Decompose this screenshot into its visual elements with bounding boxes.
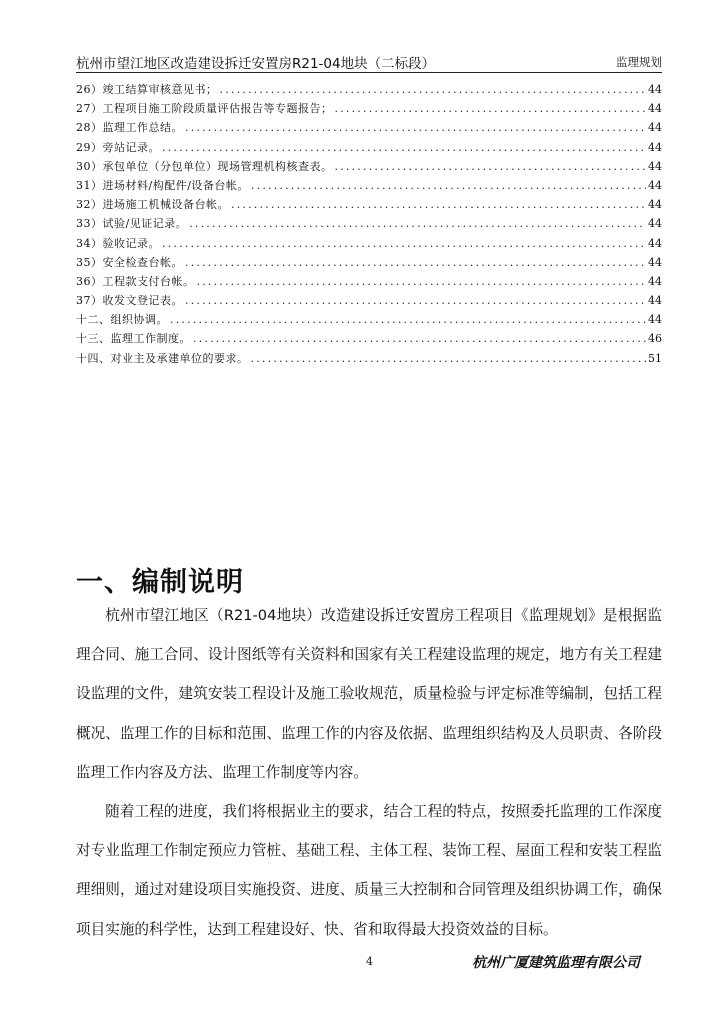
toc-entry-page: 44 — [648, 121, 662, 135]
toc-entry[interactable] — [76, 310, 662, 329]
toc-entry-page: 44 — [648, 294, 662, 308]
toc-leader-dots — [162, 234, 646, 253]
body-paragraph: 杭州市望江地区（R21-04地块）改造建设拆迁安置房工程项目《监理规划》是根据监理合同、施工合同、设计图纸等有关资料和国家有关工程建设监理的规定，地方有关工程建设监理的文件，建筑安装工程设计及施工验收规范，质量检验与评定标准等编制，包括工程概况、监理工作的目标和范围、监理工作的内容及依据、监理组织结构及人员职责、各阶段监理工作内容及方法、监理工作制度等内容。 — [76, 607, 662, 781]
toc-entry-label: 十四、对业主及承建单位的要求。 — [76, 351, 249, 365]
toc-leader-dots — [251, 176, 646, 195]
toc-entry-page: 51 — [648, 351, 662, 365]
body-paragraph: 随着工程的进度，我们将根据业主的要求，结合工程的特点，按照委托监理的工作深度对专业监理工作制定预应力管桩、基础工程、主体工程、装饰工程、屋面工程和安装工程监理细则，通过对建设项目实施投资、进度、质量三大控制和合同管理及组织协调工作，确保项目实施的科学性，达到工程建设好、快、省和取得最大投资效益的目标。 — [76, 803, 662, 938]
toc-leader-dots — [185, 118, 646, 137]
toc-entry-label: 31）进场材料/构配件/设备台帐。 — [76, 178, 249, 192]
toc-entry-label: 十二、组织协调。 — [76, 313, 168, 327]
table-of-contents — [76, 80, 662, 368]
toc-entry-page: 44 — [648, 198, 662, 212]
toc-entry-page: 44 — [648, 217, 662, 231]
toc-leader-dots — [185, 291, 646, 310]
toc-entry[interactable] — [76, 272, 662, 291]
toc-leader-dots — [231, 195, 646, 214]
toc-entry-label: 34）验收记录。 — [76, 236, 160, 250]
toc-entry[interactable] — [76, 176, 662, 195]
toc-leader-dots — [193, 329, 646, 348]
toc-entry[interactable] — [76, 234, 662, 253]
toc-entry[interactable] — [76, 253, 662, 272]
toc-entry-label: 30）承包单位（分包单位）现场管理机构核查表。 — [76, 159, 333, 173]
toc-entry[interactable] — [76, 329, 662, 348]
section-body — [76, 596, 662, 949]
toc-leader-dots — [189, 214, 646, 233]
toc-entry-page: 44 — [648, 236, 662, 250]
page-number: 4 — [366, 955, 373, 968]
toc-entry-page: 44 — [648, 274, 662, 288]
toc-entry[interactable] — [76, 157, 662, 176]
toc-entry[interactable] — [76, 214, 662, 233]
toc-entry-page: 44 — [648, 140, 662, 154]
toc-entry-page: 44 — [648, 159, 662, 173]
header-document-type: 监理规划 — [616, 55, 662, 69]
toc-entry-page: 44 — [648, 313, 662, 327]
toc-entry-label: 36）工程款支付台帐。 — [76, 274, 195, 288]
toc-entry[interactable] — [76, 291, 662, 310]
toc-leader-dots — [251, 349, 647, 368]
toc-leader-dots — [335, 157, 647, 176]
toc-entry[interactable] — [76, 99, 662, 118]
toc-entry-page: 44 — [648, 178, 662, 192]
toc-entry[interactable] — [76, 138, 662, 157]
page-header — [76, 50, 662, 73]
toc-leader-dots — [162, 138, 646, 157]
toc-entry-label: 32）进场施工机械设备台帐。 — [76, 198, 229, 212]
toc-entry-label: 37）收发文登记表。 — [76, 294, 183, 308]
toc-leader-dots — [170, 310, 646, 329]
toc-entry[interactable] — [76, 80, 662, 99]
toc-entry-label: 29）旁站记录。 — [76, 140, 160, 154]
toc-entry-label: 35）安全检查台帐。 — [76, 255, 183, 269]
toc-leader-dots — [335, 99, 647, 118]
toc-leader-dots — [197, 272, 647, 291]
toc-leader-dots — [220, 80, 647, 99]
toc-entry-page: 44 — [648, 255, 662, 269]
toc-entry-label: 26）竣工结算审核意见书； — [76, 83, 218, 96]
toc-entry-page: 44 — [648, 102, 662, 116]
company-name: 杭州广厦建筑监理有限公司 — [472, 955, 640, 971]
toc-entry-label: 十三、监理工作制度。 — [76, 332, 191, 346]
toc-entry-label: 27）工程项目施工阶段质量评估报告等专题报告； — [76, 102, 333, 116]
toc-entry[interactable] — [76, 195, 662, 214]
toc-entry[interactable] — [76, 118, 662, 137]
toc-entry-label: 33）试验/见证记录。 — [76, 217, 188, 231]
header-title: 杭州市望江地区改造建设拆迁安置房R21-04地块（二标段） — [76, 56, 436, 72]
toc-leader-dots — [185, 253, 646, 272]
section-heading: 一、编制说明 — [76, 567, 244, 598]
toc-entry[interactable] — [76, 349, 662, 368]
toc-entry-label: 28）监理工作总结。 — [76, 121, 183, 135]
toc-entry-page: 44 — [648, 83, 662, 96]
toc-entry-page: 46 — [648, 332, 662, 346]
